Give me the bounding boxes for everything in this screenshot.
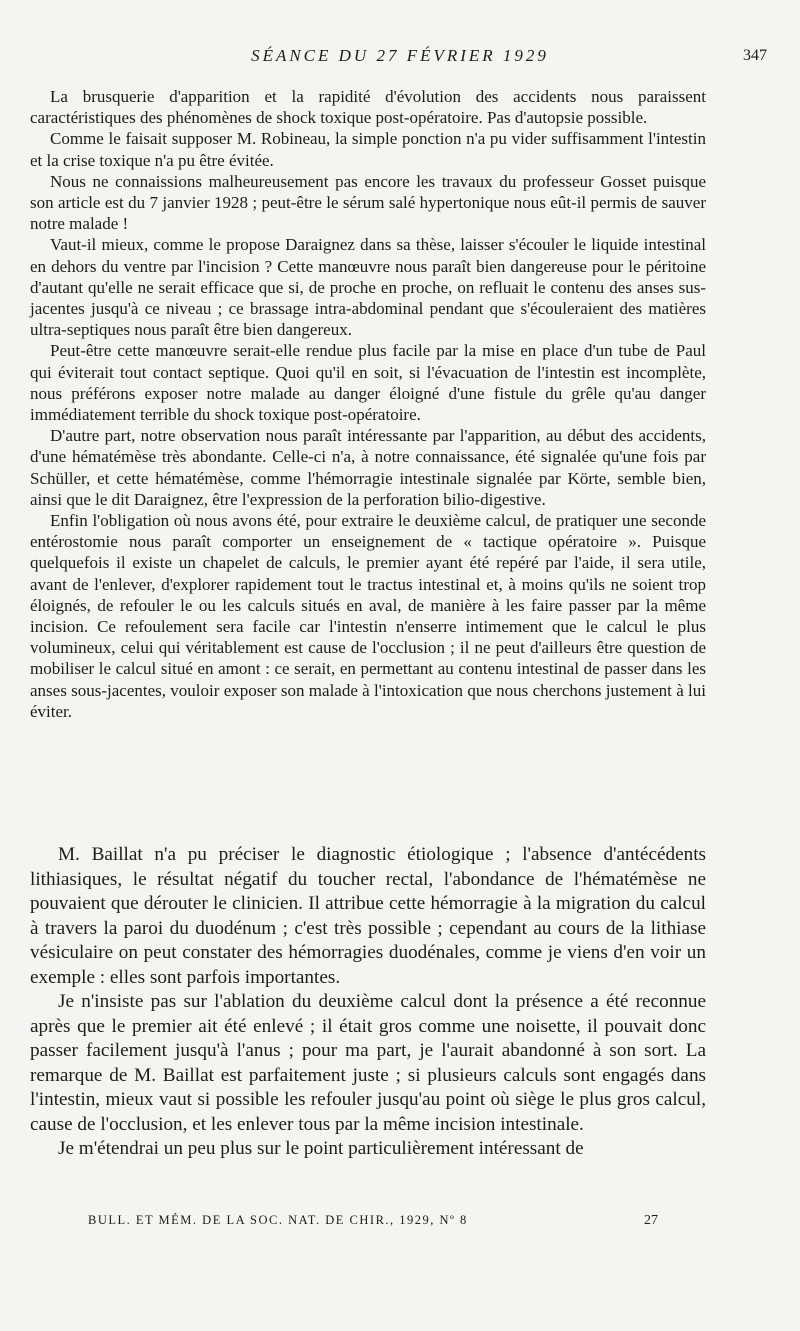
sheet-number: 27 [644,1213,658,1228]
paragraph: Peut-être cette manœuvre serait-elle rendue plus facile par la mise en place d'un tube de Paul qui éviterait tout contact septique. Quoi qu'il en soit, si l'évacuation de l'intestin est incomplète, nous préférons exposer notre malade au danger éloigné d'une fistule du grêle qu'au danger immédiatement terrible du shock toxique post-opératoire. [30,341,706,425]
observation-text [30,86,706,722]
page-number: 347 [743,47,767,64]
paragraph: Comme le faisait supposer M. Robineau, la simple ponction n'a pu vider suffisamment l'intestin et la crise toxique n'a pu être évitée. [30,129,706,170]
running-header [30,46,770,68]
header-title: SÉANCE DU 27 FÉVRIER 1929 [251,46,549,65]
paragraph: D'autre part, notre observation nous paraît intéressante par l'apparition, au début des accidents, d'une hématémèse très abondante. Celle-ci n'a, à notre connaissance, été signalée qu'une fois par Schüller, et cette hématémèse, comme l'hémorragie intestinale signalée par Körte, semble bien, ainsi que le dit Daraignez, être l'expression de la perforation bilio-digestive. [30,426,706,509]
paragraph: La brusquerie d'apparition et la rapidité d'évolution des accidents nous paraissent caractéristiques des phénomènes de shock toxique post-opératoire. Pas d'autopsie possible. [30,87,706,128]
paragraph: M. Baillat n'a pu préciser le diagnostic étiologique ; l'absence d'antécédents lithiasiques, le résultat négatif du toucher rectal, l'abondance de l'hématémèse ne pouvaient que dérouter le clinicien. Il attribue cette hémorragie à la migration du calcul à travers la paroi du duodénum ; c'est très possible ; cependant au cours de la lithiase vésiculaire on peut constater des hémorragies duodénales, comme je viens d'en voir un exemple : elles sont parfois importantes. [30,844,706,988]
commentary-text [30,843,706,1162]
page-footer [88,1213,658,1233]
paragraph: Vaut-il mieux, comme le propose Daraignez dans sa thèse, laisser s'écouler le liquide intestinal en dehors du ventre par l'incision ? Cette manœuvre nous paraît bien dangereuse pour le péritoine d'autant qu'elle ne serait efficace que si, de proche en proche, on refluait le contenu des anses sus-jacentes jusqu'à ce niveau ; ce brassage intra-abdominal pendant que s'écouleraient des matières ultra-septiques nous paraît être bien dangereux. [30,235,706,340]
paragraph: Nous ne connaissions malheureusement pas encore les travaux du professeur Gosset puisque son article est du 7 janvier 1928 ; peut-être le sérum salé hypertonique nous eût-il permis de sauver notre malade ! [30,171,706,234]
paragraph: Enfin l'obligation où nous avons été, pour extraire le deuxième calcul, de pratiquer une seconde entérostomie nous paraît comporter un enseignement de « tactique opératoire ». Puisque quelquefois il existe un chapelet de calculs, le premier ayant été repéré par l'aide, il sera utile, avant de l'enlever, d'explorer rapidement tout le tractus intestinal et, à moins qu'ils ne soient trop éloignés, de refouler le ou les calculs situés en aval, de manière à les faire passer par la même incision. Ce refoulement sera facile car l'intestin n'enserre intimement que le calcul le plus volumineux, celui qui véritablement est cause de l'occlusion ; il ne peut d'ailleurs être question de mobiliser le calcul situé en amont : ce serait, en permettant au contenu intestinal de passer dans les anses sous-jacentes, vouloir exposer son malade à l'intoxication que nous cherchons justement à lui éviter. [30,511,706,721]
paragraph: Je n'insiste pas sur l'ablation du deuxième calcul dont la présence a été reconnue après que le premier ait été enlevé ; il était gros comme une noisette, il pouvait donc passer facilement jusqu'à l'anus ; pour ma part, je l'aurait abandonné à son sort. La remarque de M. Baillat est parfaitement juste ; si plusieurs calculs sont engagés dans l'intestin, mieux vaut si possible les refouler jusqu'au point où siège le plus gros calcul, cause de l'occlusion, et les enlever tous par la même incision intestinale. [30,991,706,1135]
paragraph: Je m'étendrai un peu plus sur le point particulièrement intéressant de [58,1138,584,1159]
footer-source: BULL. ET MÉM. DE LA SOC. NAT. DE CHIR., 1929, Nº 8 [88,1213,468,1227]
